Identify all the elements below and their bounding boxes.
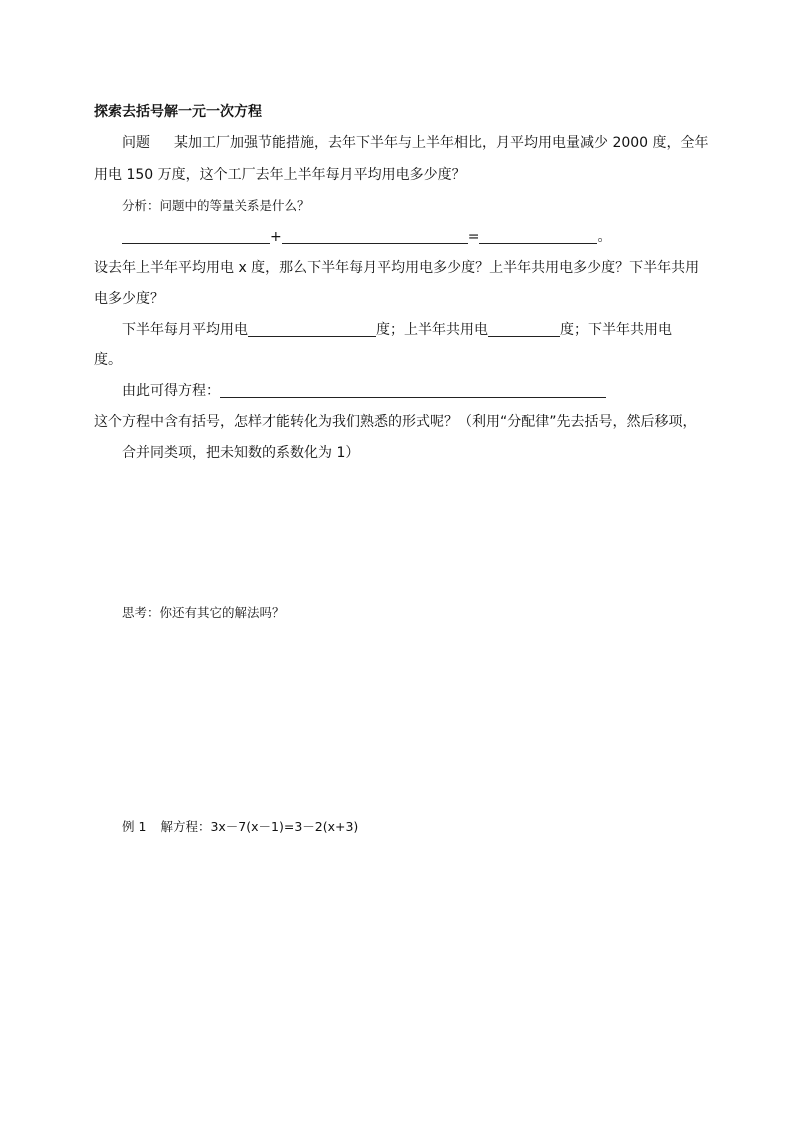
problem-line-1 — [122, 133, 709, 153]
section-title: 探索去括号解一元一次方程 — [94, 104, 262, 120]
relation-blanks — [122, 227, 611, 247]
note-line-1: 这个方程中含有括号，怎样才能转化为我们熟悉的形式呢？（利用“分配律”先去括号，然后移项， — [94, 414, 697, 430]
equation-label: 由此可得方程： — [122, 383, 220, 399]
period: 。 — [597, 229, 612, 245]
equals-sign: = — [467, 229, 480, 245]
fill-line-2: 度。 — [94, 352, 122, 368]
blank-equation[interactable] — [220, 382, 606, 398]
equation-line — [122, 381, 606, 401]
fill-text-3: 度；下半年共用电 — [560, 322, 672, 338]
plus-sign: + — [270, 229, 282, 245]
blank-relation-2[interactable] — [282, 228, 468, 244]
setup-line-1: 设去年上半年平均用电 x 度，那么下半年每月平均用电多少度？上半年共用电多少度？下半年共用 — [94, 260, 700, 276]
setup-line-2: 电多少度？ — [94, 291, 164, 307]
analysis-label: 分析：问题中的等量关系是什么？ — [122, 198, 310, 213]
problem-line-2: 用电 150 万度，这个工厂去年上半年每月平均用电多少度？ — [94, 167, 466, 183]
example-label: 例 1 — [122, 819, 147, 834]
fill-text-2: 度；上半年共用电 — [376, 322, 488, 338]
blank-relation-1[interactable] — [122, 228, 270, 244]
fill-line-1 — [122, 320, 672, 340]
think-question: 思考：你还有其它的解法吗？ — [122, 605, 285, 620]
example-equation: 解方程：3x－7(x－1)=3－2(x+3) — [160, 819, 359, 834]
blank-second-half-monthly[interactable] — [248, 321, 376, 337]
blank-first-half-total[interactable] — [488, 321, 560, 337]
fill-text-1: 下半年每月平均用电 — [122, 322, 248, 338]
blank-relation-3[interactable] — [479, 228, 597, 244]
example-1 — [122, 817, 358, 837]
note-line-2: 合并同类项，把未知数的系数化为 1） — [122, 445, 360, 461]
problem-label: 问题 — [122, 135, 150, 151]
problem-text-1: 某加工厂加强节能措施，去年下半年与上半年相比，月平均用电量减少 2000 度，全年 — [174, 135, 709, 151]
